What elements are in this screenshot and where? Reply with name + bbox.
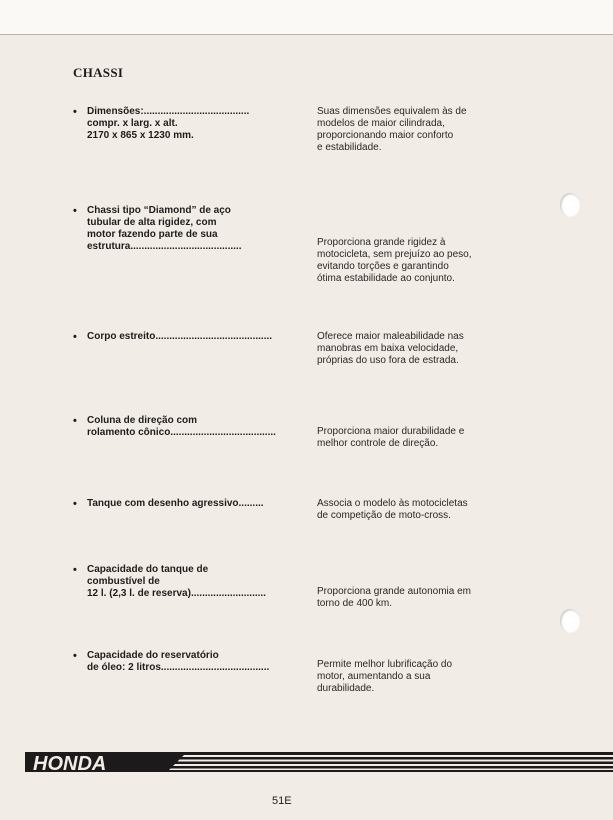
feature-line: Coluna de direção com bbox=[87, 415, 198, 426]
benefit-line: de competição de moto-cross. bbox=[317, 510, 451, 521]
page-number: 51E bbox=[272, 795, 292, 807]
spec-item-dimensions bbox=[73, 106, 493, 154]
benefit-line: proporcionando maior conforto bbox=[317, 130, 454, 141]
feature-line: 12 l. (2,3 l. de reserva)........................... bbox=[87, 588, 266, 599]
feature-line: compr. x larg. x alt. bbox=[87, 118, 178, 129]
honda-logo-band bbox=[25, 752, 613, 772]
spec-item-tank-capacity bbox=[73, 564, 493, 610]
benefit-text bbox=[317, 564, 493, 610]
benefit-line: motocicleta, sem prejuízo ao peso, bbox=[317, 249, 472, 260]
benefit-line: evitando torções e garantindo bbox=[317, 261, 449, 272]
benefit-line: ótima estabilidade ao conjunto. bbox=[317, 273, 455, 284]
bullet-icon: • bbox=[73, 564, 77, 576]
feature-line: Chassi tipo “Diamond” de aço bbox=[87, 205, 231, 216]
spec-item-tank-design bbox=[73, 498, 493, 522]
feature-line: motor fazendo parte de sua bbox=[87, 229, 218, 240]
feature-text bbox=[73, 415, 305, 450]
feature-line: de óleo: 2 litros....................................... bbox=[87, 662, 270, 673]
benefit-line: durabilidade. bbox=[317, 683, 375, 694]
bullet-icon: • bbox=[73, 415, 77, 427]
benefit-line: Proporciona maior durabilidade e bbox=[317, 426, 465, 437]
feature-line: Dimensões:...................................... bbox=[87, 106, 250, 117]
feature-line: Capacidade do reservatório bbox=[87, 650, 219, 661]
feature-line: Corpo estreito.......................................... bbox=[87, 331, 273, 342]
benefit-text bbox=[317, 106, 493, 154]
spec-item-narrow-body bbox=[73, 331, 493, 367]
bullet-icon: • bbox=[73, 498, 77, 510]
feature-text bbox=[73, 106, 305, 154]
benefit-text bbox=[317, 415, 493, 450]
benefit-line: e estabilidade. bbox=[317, 142, 382, 153]
feature-text bbox=[73, 498, 305, 522]
honda-logo-text: HONDA bbox=[33, 753, 107, 772]
benefit-text bbox=[317, 650, 493, 695]
benefit-line: Permite melhor lubrificação do bbox=[317, 659, 453, 670]
benefit-line: Proporciona grande rigidez à bbox=[317, 237, 446, 248]
feature-line: combustível de bbox=[87, 576, 160, 587]
benefit-text bbox=[317, 498, 493, 522]
benefit-line: próprias do uso fora de estrada. bbox=[317, 355, 459, 366]
feature-text bbox=[73, 564, 305, 610]
benefit-line: modelos de maior cilindrada, bbox=[317, 118, 445, 129]
spec-item-steering bbox=[73, 415, 493, 450]
bullet-icon: • bbox=[73, 650, 77, 662]
benefit-line: Oferece maior maleabilidade nas bbox=[317, 331, 464, 342]
benefit-line: Associa o modelo às motocicletas bbox=[317, 498, 468, 509]
feature-line: 2170 x 865 x 1230 mm. bbox=[87, 130, 194, 141]
feature-line: rolamento cônico...................................... bbox=[87, 427, 276, 438]
spec-item-chassis bbox=[73, 205, 493, 285]
benefit-line: Suas dimensões equivalem às de bbox=[317, 106, 467, 117]
benefit-line: manobras em baixa velocidade, bbox=[317, 343, 459, 354]
binder-hole-top bbox=[560, 193, 580, 217]
benefit-line: Proporciona grande autonomia em bbox=[317, 586, 471, 597]
section-title: CHASSI bbox=[73, 65, 124, 80]
benefit-text bbox=[317, 205, 493, 285]
binder-hole-bottom bbox=[560, 609, 580, 633]
benefit-line: torno de 400 km. bbox=[317, 598, 393, 609]
feature-line: Tanque com desenho agressivo......... bbox=[87, 498, 264, 509]
bullet-icon: • bbox=[73, 205, 77, 217]
bullet-icon: • bbox=[73, 331, 77, 343]
feature-line: tubular de alta rigidez, com bbox=[87, 217, 217, 228]
feature-text bbox=[73, 205, 305, 285]
benefit-line: melhor controle de direção. bbox=[317, 438, 439, 449]
spec-item-oil-capacity bbox=[73, 650, 493, 695]
page-top-edge bbox=[0, 0, 613, 35]
feature-line: estrutura........................................ bbox=[87, 241, 242, 252]
feature-text bbox=[73, 331, 305, 367]
bullet-icon: • bbox=[73, 106, 77, 118]
benefit-line: motor, aumentando a sua bbox=[317, 671, 431, 682]
benefit-text bbox=[317, 331, 493, 367]
feature-text bbox=[73, 650, 305, 695]
feature-line: Capacidade do tanque de bbox=[87, 564, 209, 575]
